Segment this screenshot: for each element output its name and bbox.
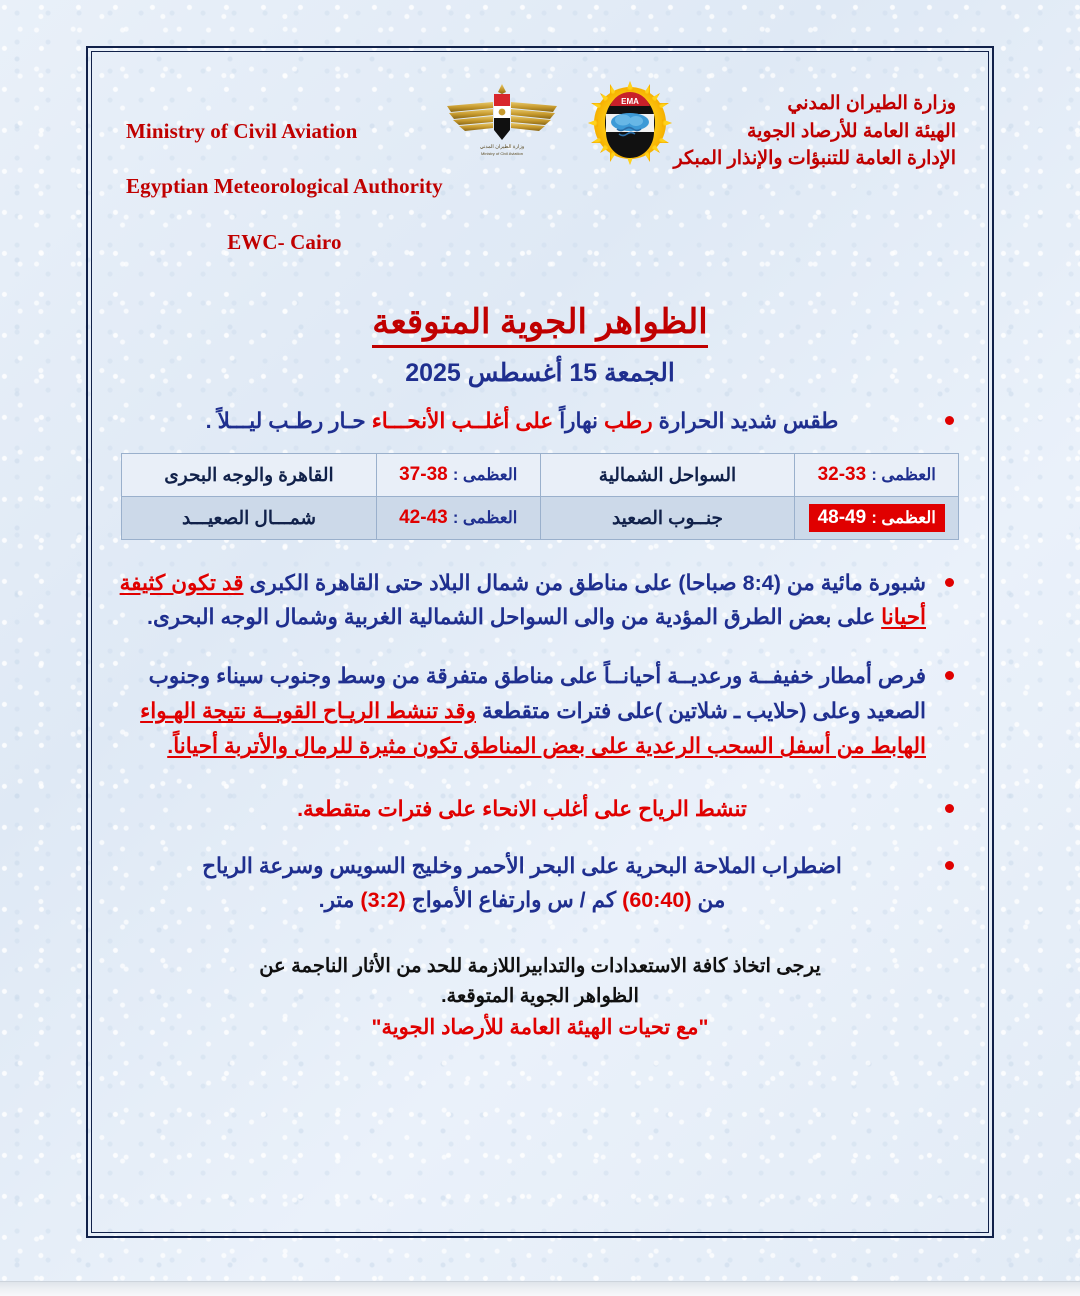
cell-north-coast-temp-value: 33-32 [817,464,867,486]
bullet2-underlined-warning: قد تكون كثيفة أحيانا [119,570,926,630]
cell-cairo-delta-region: القاهرة والوجه البحرى [122,453,377,496]
bullet4-text: تنشط الرياح على أغلب الانحاء على فترات متقطعة. [297,796,747,821]
cell-cairo-delta-temp-value: 38-37 [399,464,448,486]
bullet-item-active-wind [118,792,962,827]
title-block [118,302,962,388]
header-arabic-line-2: الهيئة العامة للأرصاد الجوية [746,120,956,142]
bullet5-part-2-end: متر. [318,888,355,913]
cell-north-upper-egypt-temp-label: العظمى : [452,509,518,528]
svg-text:Ministry of Civil Aviation: Ministry of Civil Aviation [481,151,524,156]
bullet-item-rain-and-wind [118,659,962,763]
document-header [118,70,962,284]
cell-south-upper-egypt-temp-value: 49-48 [817,506,867,528]
document-date: الجمعة 15 أغسطس 2025 [405,358,675,387]
bullet3-underlined-wind-warning: وقد تنشط الريـاح القويــة نتيجة الهـواء الهابط من أسفل السحب الرعدية على بعض المناطق تكون مثيرة للرمال والأتربة أحياناً. [140,699,926,758]
max-temperature-table [121,453,959,540]
header-english-line-1: Ministry of Civil Aviation [126,118,358,143]
header-logos [443,76,673,166]
cell-north-upper-egypt-temp [376,496,540,539]
cell-north-upper-egypt-region: شمـــال الصعيـــد [122,496,377,539]
footer-advisory-line-2: الظواهر الجوية المتوقعة. [441,984,639,1007]
bullet-item-temperature [118,404,962,439]
footer-greeting: "مع تحيات الهيئة العامة للأرصاد الجوية" [371,1015,709,1039]
cell-south-upper-egypt-temp-label: العظمى : [871,508,936,527]
cell-north-coast-temp [795,453,959,496]
bullet2-part-1: شبورة مائية من (8:4 صباحا) على مناطق من شمال البلاد حتى القاهرة الكبرى [249,570,926,595]
header-english-line-2: Egyptian Meteorological Authority [126,174,443,199]
header-arabic-line-3: الإدارة العامة للتنبؤات والإنذار المبكر [673,148,956,170]
bullet5-wave-height-value: (3:2) [360,888,406,913]
table-row [122,496,959,539]
header-arabic-authority-block [673,76,956,173]
bullet1-segment-6: . [205,408,212,433]
bullet1-segment-4: على أغلــب الأنحـــاء [371,408,554,433]
bullet3-part-1: فرص أمطار خفيفــة ورعديــة أحيانــاً على مناطق متفرقة من وسط وجنوب سيناء وجنوب الصعيد وعلى (حلايب ـ شلاتين )على فترات متقطعة [148,664,926,724]
document-title: الظواهر الجوية المتوقعة [372,302,707,348]
cell-north-coast-region: السواحل الشمالية [540,453,795,496]
table-row [122,453,959,496]
header-english-authority-block [126,76,443,284]
header-arabic-line-1: وزارة الطيران المدني [787,93,956,114]
bullet5-part-1: اضطراب الملاحة البحرية على البحر الأحمر وخليج السويس وسرعة الرياح [202,853,842,878]
bullet1-segment-3: نهاراً [559,408,598,433]
bullet5-wind-speed-value: (60:40) [622,888,692,913]
bullet-item-maritime [118,849,962,919]
document-page [86,46,994,1238]
ema-logo-text: EMA [621,97,639,106]
document-page-inner-border [91,51,989,1233]
bullet5-part-2-pre: من [697,888,726,913]
bullet-item-fog [118,566,962,636]
footer-advisory-line-1: يرجى اتخاذ كافة الاستعدادات والتدابيراللازمة للحد من الأثار الناجمة عن [259,955,821,978]
bullet2-part-2: على بعض الطرق المؤدية من والى السواحل الشمالية الغربية وشمال الوجه البحرى. [146,605,876,630]
header-english-line-3: EWC- Cairo [227,229,342,254]
cell-cairo-delta-temp [376,453,540,496]
bottom-strip [0,1281,1080,1296]
cell-north-upper-egypt-temp-value: 43-42 [399,507,448,529]
cell-south-upper-egypt-temp [795,496,959,539]
cell-cairo-delta-temp-label: العظمى : [452,466,518,485]
svg-text:وزارة الطيران المدني: وزارة الطيران المدني [479,144,525,150]
ministry-of-civil-aviation-wings-logo [443,80,561,158]
cell-south-upper-egypt-region: جنــوب الصعيد [540,496,795,539]
bullet5-part-2-mid: كم / س وارتفاع الأمواج [411,888,617,913]
bullet1-segment-1: طقس شديد الحرارة [658,408,839,433]
cell-north-coast-temp-label: العظمى : [871,466,936,485]
bullet1-segment-2: رطب [603,408,653,433]
egyptian-meteorological-authority-ema-logo [587,80,673,166]
forecast-bullet-list [118,404,962,918]
bullet1-segment-5: حـار رطـب ليـــلاً [217,408,366,433]
document-footer [118,952,962,1040]
south-upper-egypt-highlight-badge [809,504,945,532]
